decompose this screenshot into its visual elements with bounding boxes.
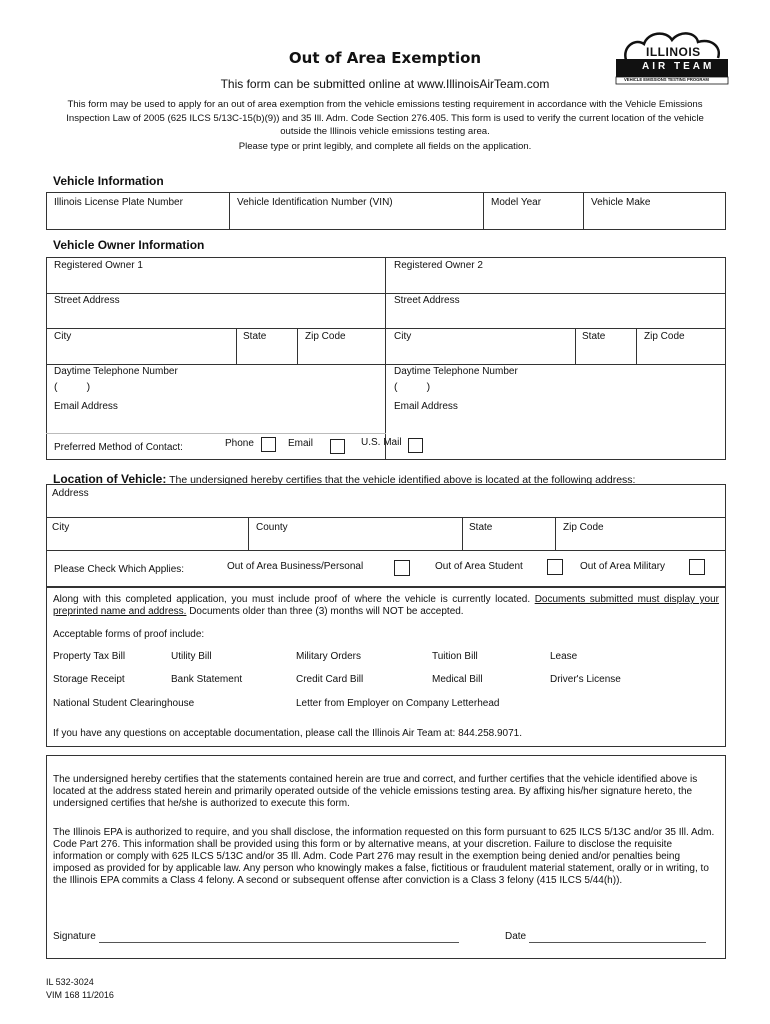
- owner1-city-field[interactable]: City: [54, 331, 72, 342]
- illinois-air-team-logo: [612, 26, 734, 88]
- location-city-field[interactable]: City: [52, 522, 70, 533]
- proof-item: Military Orders: [296, 651, 362, 662]
- business-personal-checkbox[interactable]: [394, 560, 410, 576]
- owner-info-table: [46, 257, 726, 460]
- contact-phone-checkbox[interactable]: [261, 437, 276, 452]
- date-line[interactable]: [529, 942, 706, 943]
- proof-intro: [53, 594, 719, 618]
- student-label: Out of Area Student: [435, 561, 523, 572]
- proof-item: Medical Bill: [432, 674, 483, 685]
- form-subtitle: This form can be submitted online at www.IllinoisAirTeam.com: [220, 77, 550, 91]
- contact-mail-label: U.S. Mail: [361, 437, 402, 448]
- form-version: VIM 168 11/2016: [46, 990, 114, 1000]
- proof-item: Property Tax Bill: [53, 651, 126, 662]
- contact-mail-checkbox[interactable]: [408, 438, 423, 453]
- location-heading-text: The undersigned hereby certifies that the vehicle identified above is located at the following address:: [166, 474, 636, 486]
- owner2-zip-field[interactable]: Zip Code: [644, 331, 685, 342]
- owner2-state-field[interactable]: State: [582, 331, 606, 342]
- license-plate-field[interactable]: Illinois License Plate Number: [54, 197, 183, 208]
- location-zip-field[interactable]: Zip Code: [563, 522, 604, 533]
- owner1-field[interactable]: Registered Owner 1: [54, 260, 143, 271]
- military-label: Out of Area Military: [580, 561, 666, 572]
- contact-email-checkbox[interactable]: [330, 439, 345, 454]
- owner1-email-field[interactable]: Email Address: [54, 401, 118, 412]
- business-personal-label: Out of Area Business/Personal: [227, 561, 364, 572]
- owner2-phone-area: ( ): [394, 381, 431, 393]
- preferred-contact-label: Preferred Method of Contact:: [54, 442, 183, 453]
- vehicle-info-heading: Vehicle Information: [53, 174, 164, 188]
- proof-item: Storage Receipt: [53, 674, 125, 685]
- proof-item: National Student Clearinghouse: [53, 698, 195, 709]
- owner1-phone-field[interactable]: Daytime Telephone Number: [54, 366, 178, 377]
- owner2-street-field[interactable]: Street Address: [394, 295, 460, 306]
- owner1-zip-field[interactable]: Zip Code: [305, 331, 346, 342]
- logo-tagline: VEHICLE EMISSIONS TESTING PROGRAM: [624, 77, 709, 82]
- model-year-field[interactable]: Model Year: [491, 197, 542, 208]
- military-checkbox[interactable]: [689, 559, 705, 575]
- owner2-email-field[interactable]: Email Address: [394, 401, 458, 412]
- proof-intro-b: Documents older than three (3) months will NOT be accepted.: [186, 606, 464, 617]
- certification-para1: The undersigned hereby certifies that the statements contained herein are true and correct, and further certifies that the vehicle identified above is located at the address stated herein and primarily operated outside of the vehicle emissions testing area. By affixing his/her signature hereto, the undersigned certifies that he/she is authorized to execute this form.: [53, 774, 698, 809]
- location-county-field[interactable]: County: [256, 522, 288, 533]
- proof-item: Utility Bill: [171, 651, 212, 662]
- owner-info-heading: Vehicle Owner Information: [53, 238, 205, 252]
- logo-line1: ILLINOIS: [646, 45, 701, 59]
- location-state-field[interactable]: State: [469, 522, 493, 533]
- owner2-city-field[interactable]: City: [394, 331, 412, 342]
- date-field[interactable]: [505, 931, 706, 943]
- proof-questions: If you have any questions on acceptable documentation, please call the Illinois Air Team at: 844.258.9071.: [53, 728, 523, 739]
- form-title: Out of Area Exemption: [288, 49, 482, 67]
- owner2-phone-field[interactable]: Daytime Telephone Number: [394, 366, 518, 377]
- contact-phone-label: Phone: [225, 438, 254, 449]
- contact-email-label: Email: [288, 438, 314, 449]
- certification-para2: The Illinois EPA is authorized to require, and you shall disclose, the information requested on this form pursuant to 625 ILCS 5/13C and/or 35 Ill. Adm. Code Part 276. This information shall be provided using this form or by alternative means, at your discretion. Failure to disclose the requisite information or comply with 625 ILCS 5/13C and/or 35 Ill. Adm. Code Part 276 may result in the exemption being denied and/or penalties being imposed as provided for by applicable law. Any person who knowingly makes a false, fictitious or fraudulent material statement, orally or in writing, to the Illinois EPA commits a Class 4 felony. A second or subsequent offense after conviction is a Class 3 felony (415 ILCS 5/44(h)).: [53, 827, 715, 886]
- signature-label: Signature: [53, 931, 96, 942]
- proof-intro-underline: Documents submitted must display your preprinted name and address.: [53, 594, 720, 617]
- acceptable-proof-label: Acceptable forms of proof include:: [53, 629, 205, 640]
- proof-item: Credit Card Bill: [296, 674, 364, 685]
- proof-item: Tuition Bill: [432, 651, 478, 662]
- owner1-phone-area: ( ): [54, 381, 91, 393]
- location-heading-bold: Location of Vehicle:: [53, 472, 167, 486]
- proof-item: Letter from Employer on Company Letterhead: [296, 698, 500, 709]
- form-intro: This form may be used to apply for an out of area exemption from the vehicle emissions testing requirement in accordance with the Vehicle Emissions Inspection Law of 2005 (625 ILCS 5/13C-15(b)(9)) and 35 Ill. Adm. Code Section 276.405. This form is used to verify the current location of the vehicle outside the Illinois vehicle emissions testing area.: [66, 99, 704, 137]
- student-checkbox[interactable]: [547, 559, 563, 575]
- owner1-street-field[interactable]: Street Address: [54, 295, 120, 306]
- form-number: IL 532-3024: [46, 977, 94, 987]
- vehicle-make-field[interactable]: Vehicle Make: [591, 197, 651, 208]
- proof-item: Lease: [550, 651, 578, 662]
- signature-field[interactable]: [53, 931, 459, 943]
- owner1-state-field[interactable]: State: [243, 331, 267, 342]
- logo-line2: AIR TEAM: [642, 61, 715, 72]
- owner2-field[interactable]: Registered Owner 2: [394, 260, 483, 271]
- signature-line[interactable]: [99, 942, 459, 943]
- vin-field[interactable]: Vehicle Identification Number (VIN): [237, 197, 393, 208]
- proof-intro-a: Along with this completed application, you must include proof of where the vehicle is currently located.: [53, 594, 535, 605]
- date-label: Date: [505, 931, 527, 942]
- location-address-field[interactable]: Address: [52, 488, 89, 499]
- proof-item: Bank Statement: [171, 674, 243, 685]
- proof-item: Driver's License: [550, 674, 621, 685]
- check-applies-label: Please Check Which Applies:: [54, 564, 185, 575]
- form-instruction: Please type or print legibly, and complete all fields on the application.: [238, 141, 532, 152]
